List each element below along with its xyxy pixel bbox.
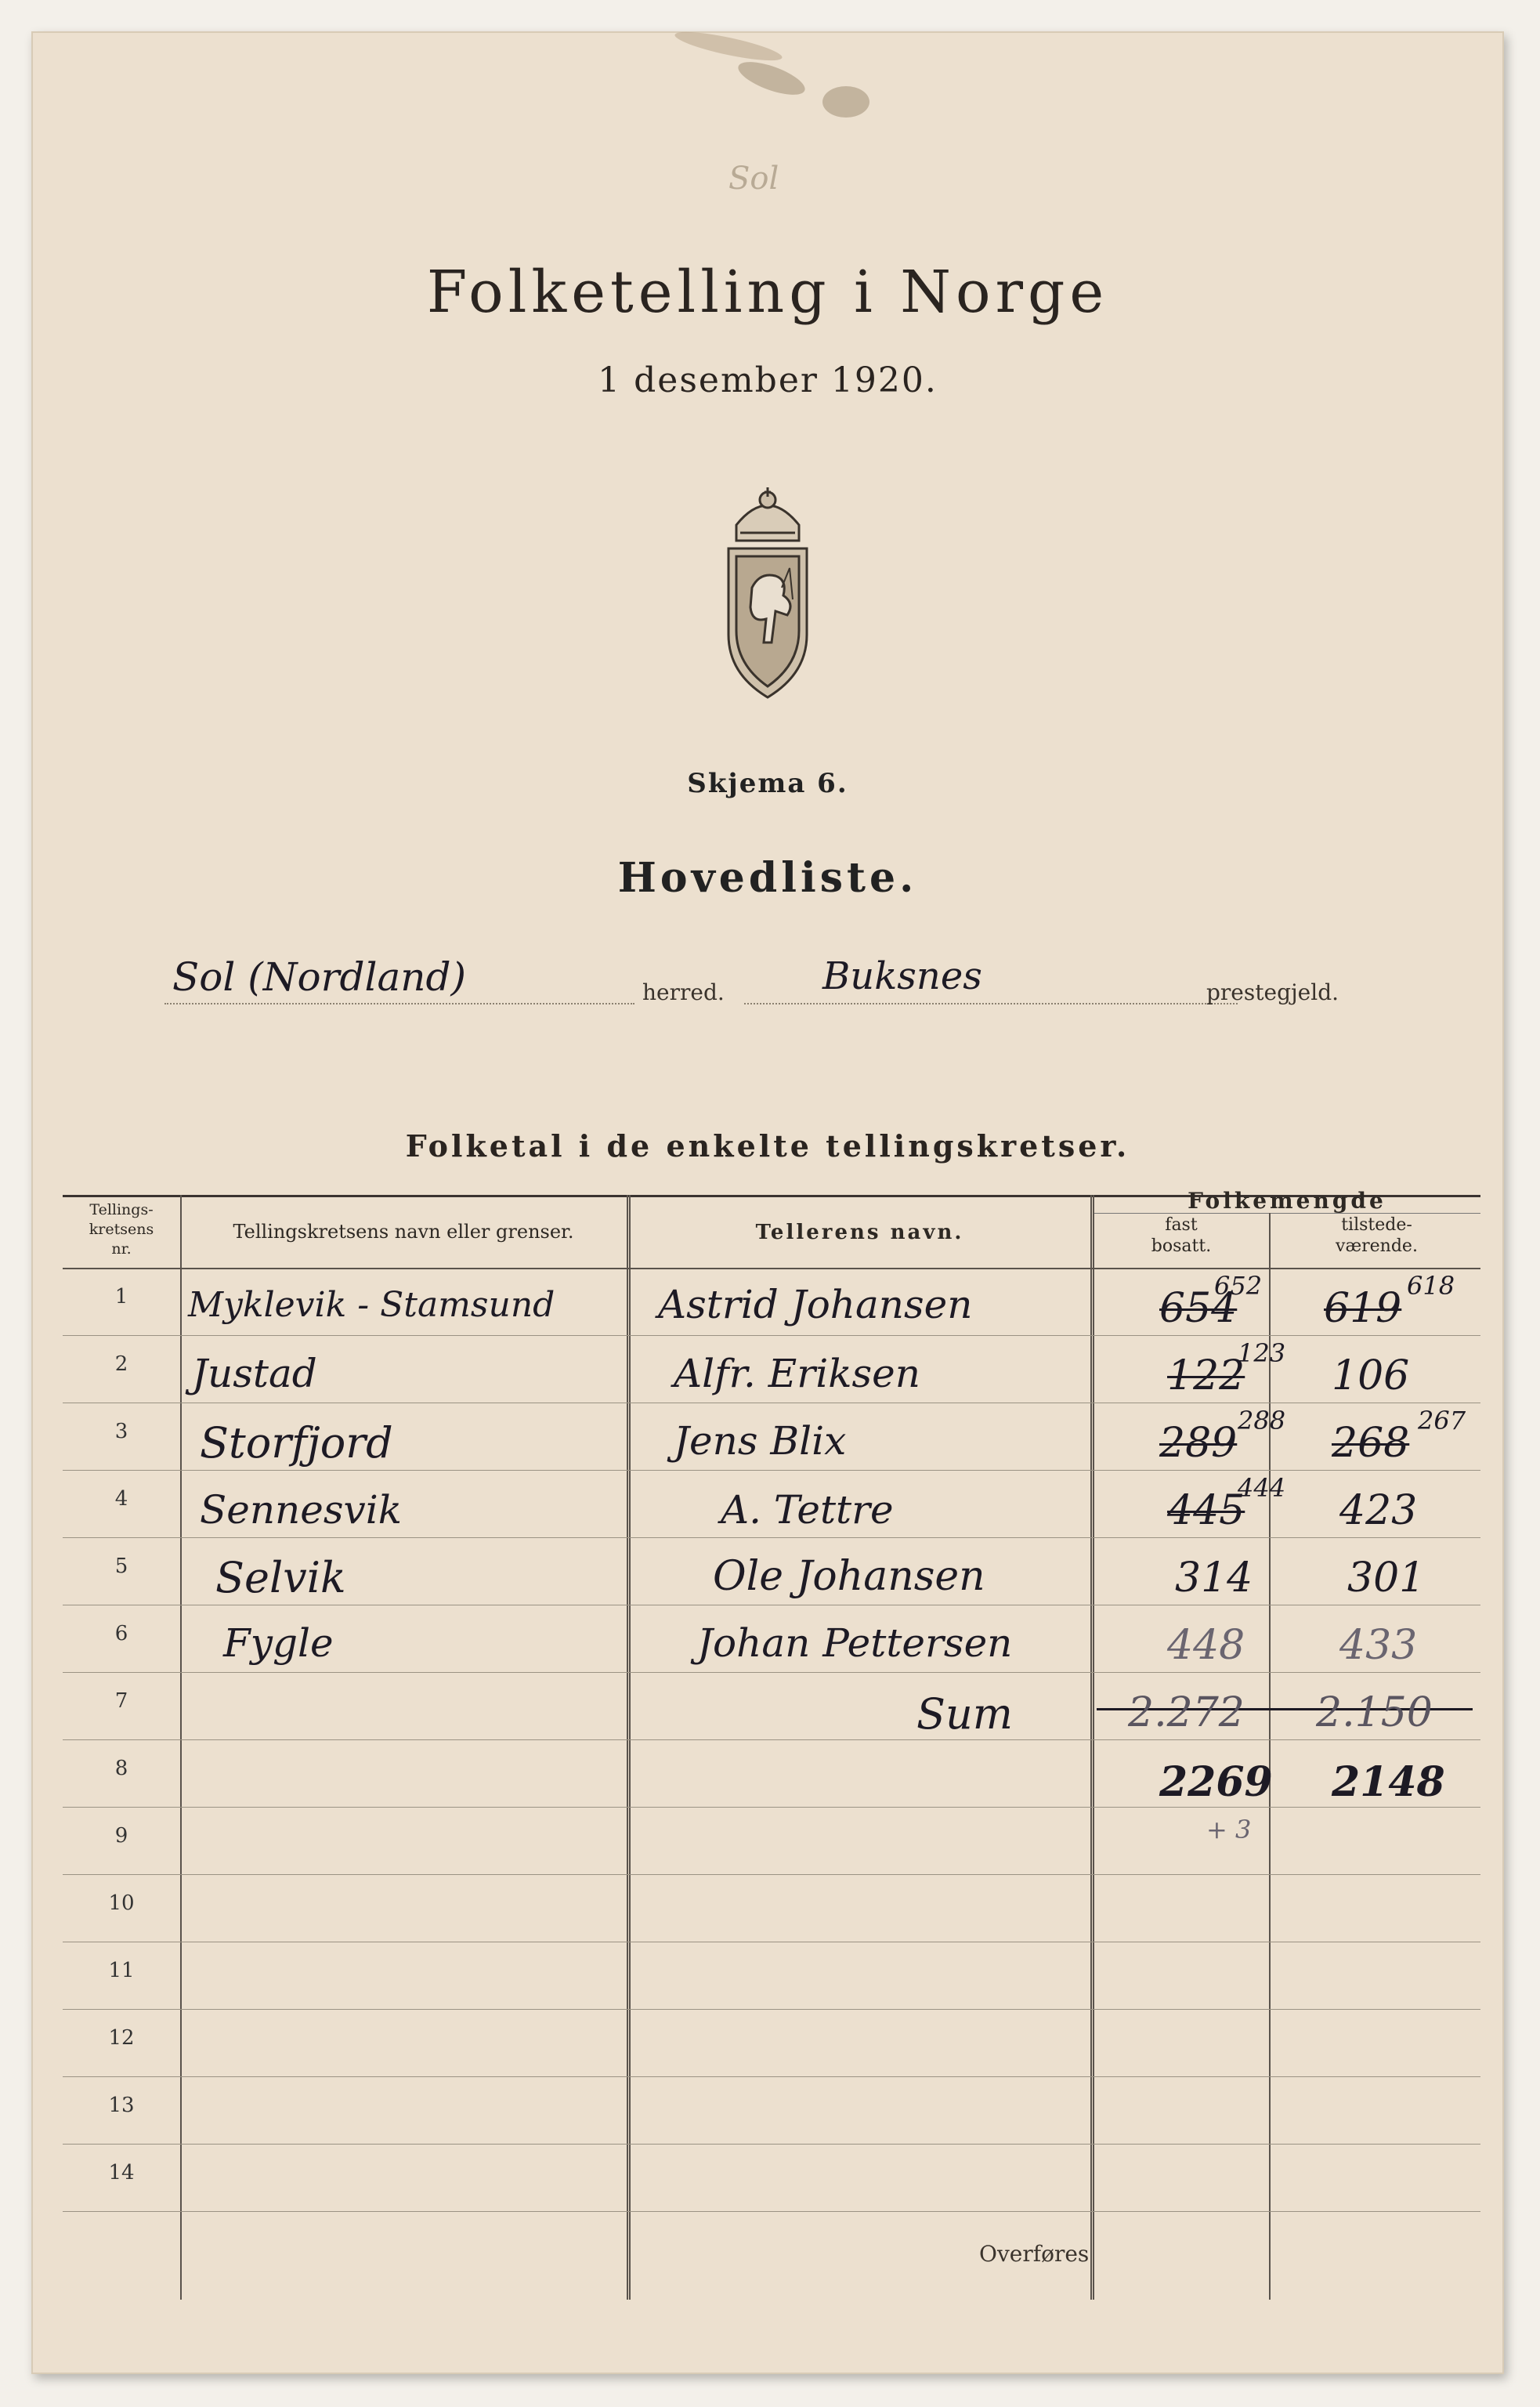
row-rule (63, 1874, 1480, 1875)
row-number: 12 (108, 2026, 135, 2050)
teller-name: Alfr. Eriksen (674, 1351, 920, 1396)
tilstede-value: 423 (1339, 1487, 1418, 1534)
header-tilstede-line2: værende. (1336, 1236, 1418, 1256)
header-circuit-name: Tellingskretsens navn eller grenser. (233, 1221, 574, 1243)
stain-mark (735, 56, 809, 102)
header-teller-name: Tellerens navn. (755, 1221, 964, 1244)
tilstede-correction: 618 (1407, 1271, 1455, 1301)
row-number: 4 (114, 1487, 128, 1511)
census-form-page (31, 31, 1504, 2374)
circuit-name: Storfjord (200, 1418, 393, 1468)
row-number: 2 (114, 1352, 128, 1376)
row-number: 11 (108, 1959, 135, 1982)
header-fast-line1: fast (1165, 1215, 1198, 1235)
row-rule (63, 2009, 1480, 2010)
carry-over-label: Overføres (979, 2241, 1090, 2267)
circuit-name: Justad (192, 1351, 317, 1396)
teller-name: Jens Blix (674, 1418, 847, 1464)
prestegjeld-label: prestegjeld. (1206, 979, 1339, 1005)
coat-of-arms-icon (697, 470, 838, 705)
teller-name: Ole Johansen (713, 1553, 985, 1600)
row-number: 13 (108, 2094, 135, 2117)
col-divider (627, 1195, 631, 2300)
fast-correction: 652 (1214, 1271, 1263, 1301)
tilstede-value: 433 (1339, 1622, 1418, 1669)
fast-value: 445 (1167, 1487, 1245, 1534)
row-number: 14 (108, 2161, 135, 2184)
row-number: 6 (114, 1622, 128, 1645)
fast-correction: 444 (1238, 1473, 1286, 1503)
fast-value: 448 (1167, 1622, 1245, 1669)
header-population: Folkemengde (1188, 1188, 1386, 1214)
col-divider (180, 1195, 182, 2300)
header-bottom-rule (63, 1268, 1480, 1269)
census-date: 1 desember 1920. (598, 360, 938, 400)
row-number: 1 (114, 1285, 128, 1308)
page-title: Folketelling i Norge (426, 259, 1109, 326)
col-divider (1269, 1213, 1271, 2300)
stain-mark (673, 27, 784, 67)
header-nr-line2: kretsens (89, 1221, 154, 1238)
sum-label: Sum (916, 1689, 1013, 1739)
row-rule (63, 2211, 1480, 2212)
corrected-fast: 2269 (1159, 1758, 1273, 1806)
header-tilstede (1273, 1214, 1480, 1257)
fast-value: 314 (1175, 1555, 1253, 1602)
circuit-name: Selvik (215, 1553, 346, 1602)
herred-fill-line (164, 1003, 634, 1004)
circuit-name: Sennesvik (200, 1487, 403, 1533)
teller-name: Johan Pettersen (697, 1620, 1013, 1666)
row-rule (63, 1739, 1480, 1740)
herred-value: Sol (Nordland) (172, 954, 467, 1000)
row-rule (63, 1470, 1480, 1471)
row-number: 9 (114, 1824, 128, 1848)
fast-value: 122 (1167, 1352, 1245, 1399)
header-nr (63, 1200, 180, 1259)
header-fast-line2: bosatt. (1151, 1236, 1212, 1256)
row-number: 7 (114, 1689, 128, 1713)
header-fast (1094, 1214, 1269, 1257)
herred-label: herred. (642, 979, 725, 1005)
col-divider (1090, 1195, 1094, 2300)
row-number: 5 (114, 1555, 128, 1578)
row-number: 10 (108, 1891, 135, 1915)
fast-value: 289 (1159, 1420, 1238, 1467)
fast-correction: 123 (1238, 1338, 1286, 1368)
tilstede-value: 106 (1332, 1352, 1410, 1399)
tilstede-value: 301 (1347, 1555, 1426, 1602)
table-subheading: Folketal i de enkelte tellingskretser. (405, 1128, 1130, 1164)
row-number: 3 (114, 1420, 128, 1443)
tilstede-value: 619 (1324, 1285, 1402, 1332)
row-rule (63, 1335, 1480, 1336)
prestegjeld-value: Buksnes (822, 954, 982, 998)
sum-tilstede: 2.150 (1316, 1689, 1433, 1736)
sum-fast: 2.272 (1128, 1689, 1245, 1736)
row-rule (63, 2076, 1480, 2077)
list-title: Hovedliste. (617, 854, 918, 902)
stain-mark (822, 86, 869, 118)
prestegjeld-fill-line (744, 1003, 1238, 1004)
row-number: 8 (114, 1757, 128, 1780)
row-rule (63, 1537, 1480, 1538)
teller-name: A. Tettre (721, 1487, 894, 1533)
margin-note: Sol (728, 161, 779, 197)
fast-correction: 288 (1238, 1406, 1286, 1435)
row-rule (63, 1807, 1480, 1808)
teller-name: Astrid Johansen (658, 1282, 973, 1327)
tilstede-value: 268 (1332, 1420, 1410, 1467)
form-number: Skjema 6. (687, 768, 848, 799)
tilstede-correction: 267 (1418, 1406, 1466, 1435)
header-nr-line1: Tellings- (89, 1201, 154, 1218)
circuit-name: Fygle (223, 1620, 334, 1666)
fast-value: 654 (1159, 1285, 1238, 1332)
header-nr-line3: nr. (111, 1240, 132, 1258)
row-rule (63, 1672, 1480, 1673)
plus-note: + 3 (1206, 1815, 1252, 1844)
circuit-name: Myklevik - Stamsund (188, 1285, 555, 1325)
header-tilstede-line1: tilstede- (1341, 1215, 1412, 1235)
row-rule (63, 2144, 1480, 2145)
corrected-tilstede: 2148 (1332, 1758, 1445, 1806)
